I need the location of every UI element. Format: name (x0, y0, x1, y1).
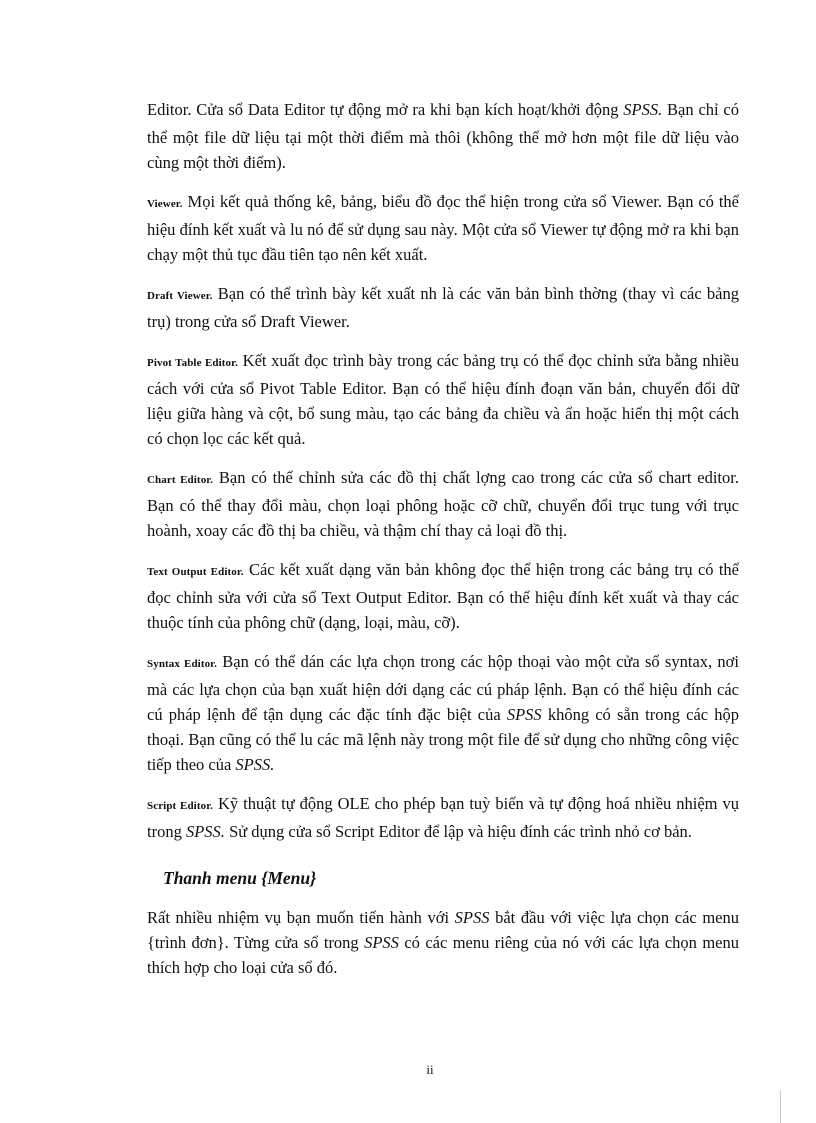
paragraph-draft-viewer (147, 281, 739, 334)
paragraph-text: có các menu riêng của nó với các lựa chọn menu thích hợp cho loại cửa sổ đó. (147, 933, 739, 977)
spss-term: SPSS (364, 933, 399, 952)
paragraph-text: Bạn chỉ có thể một file dữ liệu tại một thời điểm mà thôi (không thể mở hơn một file dữ liệu vào cùng một thời điểm). (147, 100, 739, 172)
spss-term: SPSS. (185, 822, 225, 841)
spss-term: SPSS (454, 908, 490, 927)
paragraph-text: không có sẵn trong các hộp thoại. Bạn cũng có thể lu các mã lệnh này trong một file để sử dụng cho những công việc tiếp theo của (147, 705, 739, 774)
paragraph-lead: Pivot Table Editor. (147, 357, 238, 369)
paragraph-text: Bạn có thể trình bày kết xuất nh là các văn bản bình thờng (thay vì các bảng trụ) trong cửa sổ Draft Viewer. (147, 284, 739, 331)
paragraph-lead: Chart Editor. (147, 474, 214, 486)
paragraph-text: Kỹ thuật tự động OLE cho phép bạn tuỳ biến và tự động hoá nhiều nhiệm vụ trong (147, 794, 740, 841)
spss-term: SPSS. (235, 755, 275, 774)
paragraph-text: Bạn có thể chỉnh sửa các đồ thị chất lợng cao trong các cửa sổ chart editor. Bạn có thể thay đổi màu, chọn loại phông hoặc cỡ chữ, chuyển đổi trục tung với trục hoành, xoay các đồ thị ba chiều, và thậm chí thay cả loại đồ thị. (147, 468, 739, 540)
paragraph-text: Bạn có thể dán các lựa chọn trong các hộp thoại vào một cửa sổ syntax, nơi mà các lựa chọn của bạn xuất hiện dới dạng các cú pháp lệnh. Bạn có thể hiệu đính các cú pháp lệnh để tận dụng các đặc tính đặc biệt của (147, 652, 739, 724)
paragraph-text: Editor. Cửa sổ Data Editor tự động mở ra khi bạn kích hoạt/khởi động (147, 100, 624, 119)
paragraph-syntax-editor (147, 649, 739, 777)
paragraph-lead: Draft Viewer. (147, 290, 213, 302)
document-page (147, 97, 739, 994)
paragraph-lead: Text Output Editor. (147, 566, 244, 578)
paragraph-chart-editor (147, 465, 739, 543)
paragraph-text: Các kết xuất dạng văn bản không đọc thể hiện trong các bảng trụ có thể đọc chỉnh sửa với cửa sổ Text Output Editor. Bạn có thể hiệu đính kết xuất và thay các thuộc tính của phông chữ (dạng, loại, màu, cỡ). (147, 560, 740, 632)
paragraph-text: Rất nhiều nhiệm vụ bạn muốn tiến hành với (147, 908, 455, 927)
paragraph-script-editor (147, 791, 739, 844)
page-edge-rule (780, 1090, 781, 1123)
paragraph-pivot-table-editor (147, 348, 739, 451)
paragraph-text: Kết xuất đọc trình bày trong các bảng trụ có thể đọc chỉnh sửa bằng nhiều cách với cửa sổ Pivot Table Editor. Bạn có thể hiệu đính đoạn văn bản, chuyển đổi dữ liệu giữa hàng và cột, bổ sung màu, tạo các bảng đa chiều và ẩn hoặc hiển thị một cách có chọn lọc các kết quả. (147, 351, 739, 448)
paragraph-text-output-editor (147, 557, 739, 635)
paragraph-viewer (147, 189, 739, 267)
paragraph-text: Mọi kết quả thống kê, bảng, biểu đồ đọc thể hiện trong cửa sổ Viewer. Bạn có thể hiệu đính kết xuất và lu nó để sử dụng sau này. Một cửa sổ Viewer tự động mở ra khi bạn chạy một thủ tục đầu tiên tạo nên kết xuất. (147, 192, 739, 264)
spss-term: SPSS. (623, 100, 663, 119)
paragraph-menu (147, 905, 739, 980)
paragraph-text: Sử dụng cửa sổ Script Editor để lập và hiệu đính các trình nhỏ cơ bản. (224, 822, 692, 841)
paragraph-data-editor (147, 97, 739, 175)
paragraph-lead: Script Editor. (147, 800, 214, 812)
paragraph-lead: Syntax Editor. (147, 658, 218, 670)
paragraph-text: bắt đầu với việc lựa chọn các menu {trình đơn}. Từng cửa sổ trong (147, 908, 739, 952)
section-heading-menu: Thanh menu {Menu} (163, 868, 317, 888)
spss-term: SPSS (506, 705, 542, 724)
page-number: ii (426, 1062, 434, 1077)
paragraph-lead: Viewer. (147, 198, 183, 210)
